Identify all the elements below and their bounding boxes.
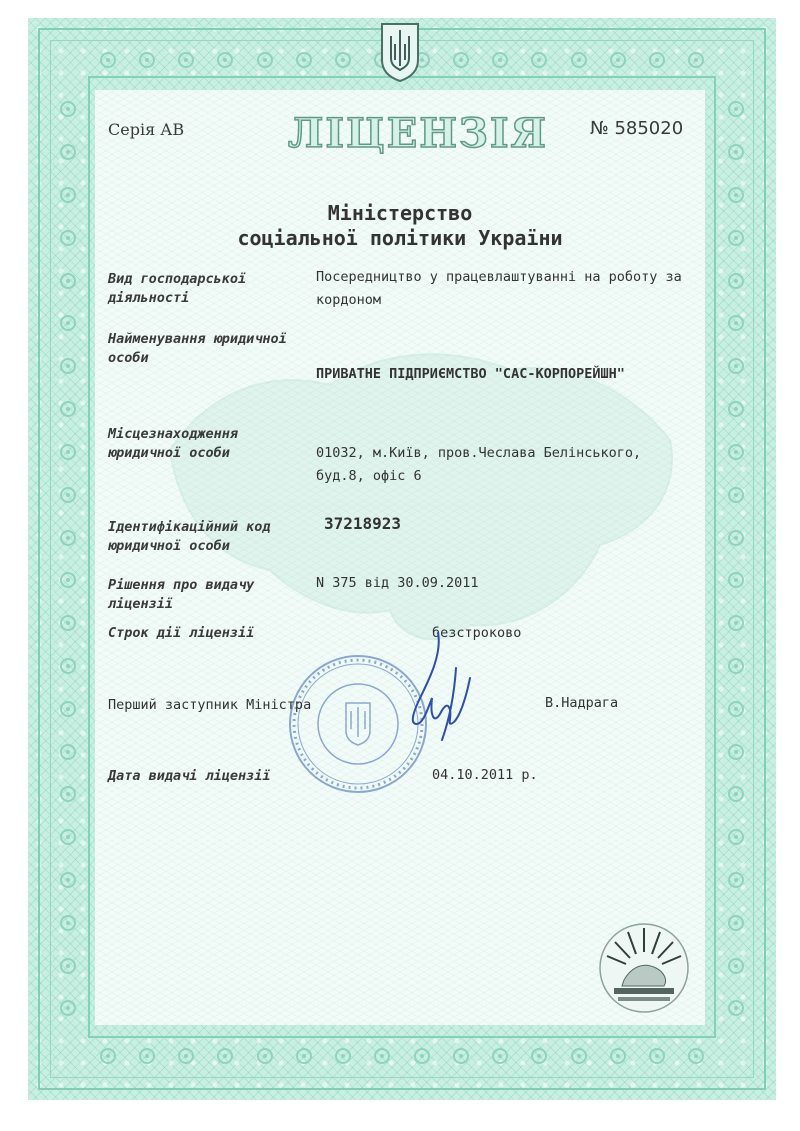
id-code-label: Ідентифікаційний код юридичної особи (108, 519, 271, 554)
term-value: безстроково (432, 625, 522, 641)
signatory-name: В.Надрага (545, 695, 619, 711)
ornament-row-bottom (88, 1044, 716, 1068)
location-value: 01032, м.Київ, пров.Чеслава Белінського, буд.8, офіс 6 (316, 445, 642, 484)
id-code-value: 37218923 (324, 514, 402, 533)
issue-date-value: 04.10.2011 р. (432, 767, 538, 783)
issuer-line-1: Міністерство (327, 201, 473, 225)
license-title: ЛІЦЕНЗІЯ (288, 110, 548, 157)
term-label: Строк дії ліцензії (108, 625, 255, 641)
series-label: Серія АВ (108, 120, 185, 139)
activity-label: Вид господарської діяльності (108, 271, 247, 306)
signature (408, 628, 478, 743)
issue-date-label: Дата видачі ліцензії (108, 768, 271, 784)
signatory-position: Перший заступник Міністра (108, 697, 312, 713)
ornament-column-left (53, 88, 83, 1030)
hologram-icon (598, 922, 690, 1014)
ornament-column-right (721, 88, 751, 1030)
decision-label: Рішення про видачу ліцензії (108, 577, 255, 612)
entity-value: ПРИВАТНЕ ПІДПРИЄМСТВО "САС-КОРПОРЕЙШН" (316, 366, 625, 382)
decision-value: N 375 від 30.09.2011 (316, 575, 479, 591)
issuer-line-2: соціальної політики України (237, 226, 563, 250)
license-number: № 585020 (590, 118, 684, 139)
location-label: Місцезнаходження юридичної особи (108, 426, 239, 461)
trident-icon (379, 22, 421, 82)
entity-label: Найменування юридичної особи (108, 331, 287, 366)
activity-value: Посередництво у працевлаштуванні на роботу за кордоном (316, 269, 682, 308)
